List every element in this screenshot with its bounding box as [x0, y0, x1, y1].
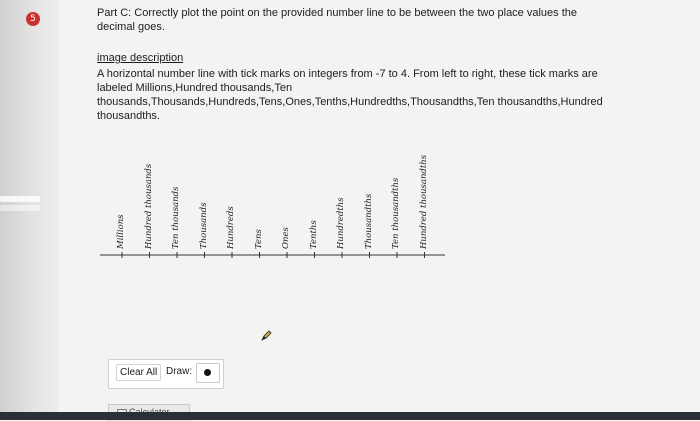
margin-highlight	[0, 205, 40, 211]
left-margin-strip	[0, 0, 58, 420]
image-description-heading: image description	[97, 52, 184, 64]
number-line-canvas[interactable]	[100, 150, 450, 270]
margin-highlight	[0, 196, 40, 202]
tick-label: Tens	[253, 229, 264, 249]
draw-label: Draw:	[166, 366, 193, 377]
tick-label: Thousandths	[363, 193, 374, 249]
tick-label: Ten thousands	[171, 186, 181, 249]
tick-label: Millions	[116, 214, 126, 249]
part-c-instructions: Part C: Correctly plot the point on the provided number line to be between the two place values the decimal goes.	[97, 7, 578, 33]
question-number-badge: 5	[26, 12, 40, 26]
image-description-text: A horizontal number line with tick marks on integers from -7 to 4. From left to right, these tick marks are labeled Millions,Hundred thousands,Ten thousands,Thousands,Hundreds,Tens,Ones,Tenths,Hundredths,Thousandths,Ten thousandths,Hundred thousandths.	[97, 68, 603, 122]
point-dot-icon	[204, 369, 211, 376]
tick-label: Ones	[281, 227, 291, 249]
tick-label: Tenths	[308, 220, 319, 249]
pencil-cursor-icon	[260, 330, 272, 342]
clear-all-button[interactable]: Clear All	[116, 364, 161, 381]
tick-label: Thousands	[198, 202, 209, 249]
screen-bottom-bezel	[0, 412, 700, 420]
tick-label: Hundred thousandths	[418, 154, 429, 249]
tick-label: Ten thousandths	[391, 177, 401, 249]
tick-label: Hundred thousands	[143, 163, 154, 249]
draw-point-tool-button[interactable]	[196, 363, 220, 383]
tick-label: Hundredths	[336, 197, 346, 249]
tick-label: Hundreds	[226, 206, 236, 249]
